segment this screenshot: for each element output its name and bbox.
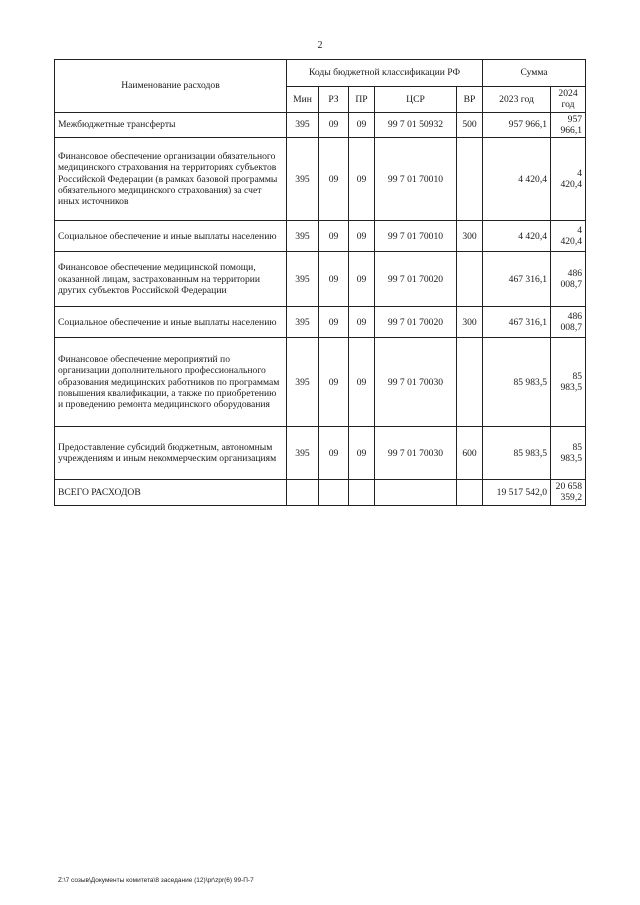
header-rz: РЗ <box>319 87 349 113</box>
row-name: Предоставление субсидий бюджетным, автономным учреждениям и иным некоммерческим организациям <box>55 427 287 480</box>
row-vr: 600 <box>457 427 483 480</box>
row-2024: 85 983,5 <box>551 338 586 427</box>
row-rz: 09 <box>319 138 349 221</box>
row-2024: 486 008,7 <box>551 252 586 307</box>
row-2023: 467 316,1 <box>483 307 551 338</box>
header-csr: ЦСР <box>375 87 457 113</box>
header-min: Мин <box>287 87 319 113</box>
row-pr: 09 <box>349 112 375 138</box>
row-pr: 09 <box>349 338 375 427</box>
total-empty-cell <box>457 480 483 506</box>
row-vr <box>457 138 483 221</box>
total-empty-cell <box>287 480 319 506</box>
page-number: 2 <box>317 40 323 51</box>
row-rz: 09 <box>319 112 349 138</box>
total-2023: 19 517 542,0 <box>483 480 551 506</box>
row-name: Финансовое обеспечение мероприятий по организации дополнительного профессионального образования медицинских работников по программам повышения квалификации, а также по приобретению и проведению ремонта медицинского оборудования <box>55 338 287 427</box>
row-csr: 99 7 01 70020 <box>375 307 457 338</box>
row-pr: 09 <box>349 138 375 221</box>
footer-file-path: Z:\7 созыв\Документы комитета\8 заседание (12)\pr\zpr(6) 99-П-7 <box>58 877 254 884</box>
header-name: Наименование расходов <box>55 60 287 113</box>
row-pr: 09 <box>349 221 375 252</box>
table-row <box>55 338 586 427</box>
header-vr: ВР <box>457 87 483 113</box>
row-csr: 99 7 01 70010 <box>375 221 457 252</box>
row-min: 395 <box>287 338 319 427</box>
row-2023: 4 420,4 <box>483 138 551 221</box>
table-row <box>55 138 586 221</box>
row-2024: 85 983,5 <box>551 427 586 480</box>
row-vr <box>457 252 483 307</box>
row-rz: 09 <box>319 427 349 480</box>
row-vr: 300 <box>457 307 483 338</box>
row-2023: 467 316,1 <box>483 252 551 307</box>
header-codes: Коды бюджетной классификации РФ <box>287 60 483 87</box>
total-empty-cell <box>349 480 375 506</box>
table-row <box>55 307 586 338</box>
total-label: ВСЕГО РАСХОДОВ <box>55 480 287 506</box>
row-min: 395 <box>287 427 319 480</box>
header-pr: ПР <box>349 87 375 113</box>
row-2024: 4 420,4 <box>551 221 586 252</box>
budget-table <box>54 59 586 506</box>
header-year-2023: 2023 год <box>483 87 551 113</box>
row-rz: 09 <box>319 221 349 252</box>
row-csr: 99 7 01 70010 <box>375 138 457 221</box>
row-name: Социальное обеспечение и иные выплаты населению <box>55 307 287 338</box>
row-vr: 500 <box>457 112 483 138</box>
table-row <box>55 221 586 252</box>
total-empty-cell <box>375 480 457 506</box>
row-csr: 99 7 01 70030 <box>375 427 457 480</box>
row-2023: 4 420,4 <box>483 221 551 252</box>
total-empty-cell <box>319 480 349 506</box>
row-vr <box>457 338 483 427</box>
row-name: Социальное обеспечение и иные выплаты населению <box>55 221 287 252</box>
row-2024: 4 420,4 <box>551 138 586 221</box>
row-pr: 09 <box>349 252 375 307</box>
row-pr: 09 <box>349 307 375 338</box>
row-2024: 486 008,7 <box>551 307 586 338</box>
row-pr: 09 <box>349 427 375 480</box>
table-row <box>55 112 586 138</box>
row-min: 395 <box>287 112 319 138</box>
row-vr: 300 <box>457 221 483 252</box>
row-csr: 99 7 01 50932 <box>375 112 457 138</box>
row-name: Финансовое обеспечение организации обязательного медицинского страхования на территориях субъектов Российской Федерации (в рамках базовой программы обязательного медицинского страхования) за счет иных источников <box>55 138 287 221</box>
header-row-1 <box>55 60 586 87</box>
row-name: Межбюджетные трансферты <box>55 112 287 138</box>
row-min: 395 <box>287 221 319 252</box>
row-rz: 09 <box>319 307 349 338</box>
row-csr: 99 7 01 70020 <box>375 252 457 307</box>
row-csr: 99 7 01 70030 <box>375 338 457 427</box>
row-2023: 85 983,5 <box>483 427 551 480</box>
table-row <box>55 252 586 307</box>
table-row <box>55 427 586 480</box>
total-row <box>55 480 586 506</box>
header-year-2024: 2024 год <box>551 87 586 113</box>
row-rz: 09 <box>319 252 349 307</box>
row-2023: 957 966,1 <box>483 112 551 138</box>
row-min: 395 <box>287 252 319 307</box>
row-2023: 85 983,5 <box>483 338 551 427</box>
total-2024: 20 658 359,2 <box>551 480 586 506</box>
row-name: Финансовое обеспечение медицинской помощи, оказанной лицам, застрахованным на территории других субъектов Российской Федерации <box>55 252 287 307</box>
row-min: 395 <box>287 307 319 338</box>
row-rz: 09 <box>319 338 349 427</box>
row-min: 395 <box>287 138 319 221</box>
row-2024: 957 966,1 <box>551 112 586 138</box>
header-sum: Сумма <box>483 60 586 87</box>
